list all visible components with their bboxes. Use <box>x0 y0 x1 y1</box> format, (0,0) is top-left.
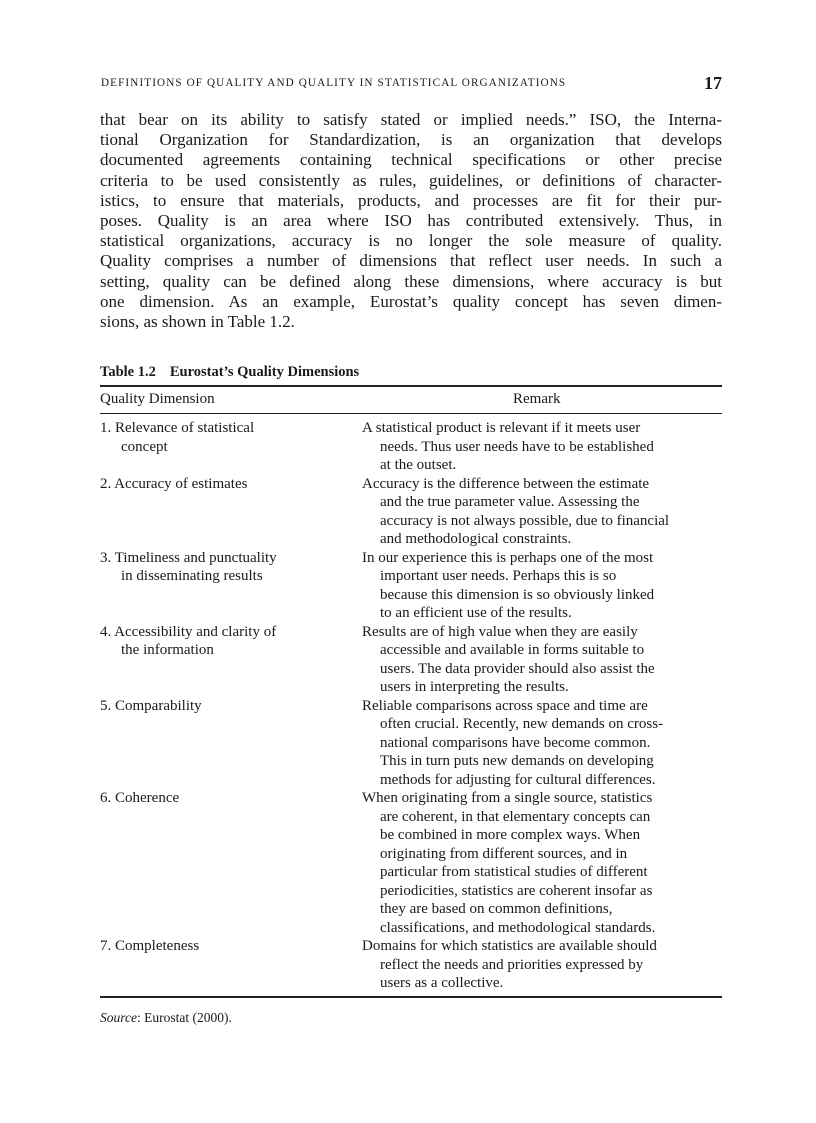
remark-line: A statistical product is relevant if it meets user <box>362 420 641 436</box>
paragraph-line: statistical organizations, accuracy is no longer the sole measure of quality. <box>100 231 722 251</box>
paragraph-line: that bear on its ability to satisfy stated or implied needs.” ISO, the Interna- <box>100 110 722 129</box>
dimension-line: 6. Coherence <box>100 790 180 806</box>
remark-line: classifications, and methodological standards. <box>380 919 656 936</box>
table-row <box>100 789 722 937</box>
remark-line: Domains for which statistics are available should <box>362 938 657 954</box>
remark-line: they are based on common definitions, <box>380 901 613 917</box>
remark-line: are coherent, in that elementary concepts can <box>380 808 651 825</box>
table-number: Table 1.2 <box>100 364 156 380</box>
remark-line: national comparisons have become common. <box>380 734 651 751</box>
running-head-title: DEFINITIONS OF QUALITY AND QUALITY IN STATISTICAL ORGANIZATIONS <box>101 77 567 89</box>
body-paragraph <box>100 110 722 332</box>
remark-cell <box>362 475 722 549</box>
table-caption <box>100 364 359 381</box>
dimension-cell <box>100 419 362 475</box>
remark-line: Reliable comparisons across space and time are <box>362 697 648 714</box>
dimension-cell <box>100 475 362 549</box>
remark-cell <box>362 789 722 937</box>
remark-cell <box>362 419 722 475</box>
dimension-line: 1. Relevance of statistical <box>100 420 255 436</box>
dimension-cell <box>100 937 362 993</box>
remark-cell <box>362 549 722 623</box>
remark-line: users. The data provider should also assist the <box>380 660 655 677</box>
table-top-rule <box>100 385 722 387</box>
running-head <box>101 74 722 94</box>
remark-line: Accuracy is the difference between the estimate <box>362 475 650 492</box>
paragraph-line: istics, to ensure that materials, products, and processes are fit for their pur- <box>100 190 722 210</box>
remark-line: and methodological constraints. <box>380 531 572 547</box>
remark-line: users in interpreting the results. <box>380 679 569 695</box>
dimension-line: the information <box>121 642 214 658</box>
source-text: : Eurostat (2000). <box>137 1010 232 1025</box>
dimension-line: 5. Comparability <box>100 697 202 714</box>
remark-line: at the outset. <box>380 457 457 473</box>
dimension-line: 3. Timeliness and punctuality <box>100 549 277 566</box>
paragraph-line: poses. Quality is an area where ISO has contributed extensively. Thus, in <box>100 211 722 231</box>
remark-line: When originating from a single source, statistics <box>362 790 653 806</box>
remark-cell <box>362 697 722 790</box>
remark-line: important user needs. Perhaps this is so <box>380 568 617 584</box>
dimension-cell <box>100 697 362 790</box>
table-row <box>100 937 722 993</box>
dimension-line: concept <box>121 438 168 455</box>
table-row <box>100 623 722 697</box>
remark-line: because this dimension is so obviously linked <box>380 586 655 603</box>
table-row <box>100 697 722 790</box>
paragraph-line: criteria to be used consistently as rules, guidelines, or definitions of character- <box>100 170 722 190</box>
remark-line: originating from different sources, and in <box>380 845 628 862</box>
paragraph-line: documented agreements containing technical specifications or other precise <box>100 150 722 170</box>
table-row <box>100 549 722 623</box>
table-row <box>100 475 722 549</box>
page-number: 17 <box>704 73 722 93</box>
dimension-cell <box>100 789 362 937</box>
table-source <box>100 1010 232 1026</box>
remark-line: This in turn puts new demands on developing <box>380 753 654 769</box>
remark-cell <box>362 623 722 697</box>
remark-line: to an efficient use of the results. <box>380 605 572 621</box>
paragraph-line: sions, as shown in Table 1.2. <box>100 312 295 332</box>
paragraph-line: setting, quality can be defined along these dimensions, where accuracy is but <box>100 271 722 291</box>
remark-line: Results are of high value when they are easily <box>362 623 638 640</box>
source-label: Source <box>100 1010 137 1025</box>
column-header-dimension: Quality Dimension <box>100 391 215 407</box>
dimension-line: 2. Accuracy of estimates <box>100 475 248 492</box>
remark-line: methods for adjusting for cultural differences. <box>380 771 656 788</box>
remark-line: reflect the needs and priorities expressed by <box>380 956 644 973</box>
dimension-line: in disseminating results <box>121 568 263 584</box>
remark-line: particular from statistical studies of different <box>380 864 648 880</box>
remark-line: accuracy is not always possible, due to financial <box>380 512 670 529</box>
remark-line: be combined in more complex ways. When <box>380 827 641 843</box>
remark-line: periodicities, statistics are coherent insofar as <box>380 882 653 899</box>
dimension-line: 4. Accessibility and clarity of <box>100 623 277 640</box>
remark-line: needs. Thus user needs have to be established <box>380 438 654 455</box>
table-row <box>100 419 722 475</box>
paragraph-line: one dimension. As an example, Eurostat’s quality concept has seven dimen- <box>100 291 722 311</box>
dimension-cell <box>100 549 362 623</box>
table-header-rule <box>100 413 722 414</box>
remark-cell <box>362 937 722 993</box>
table-bottom-rule <box>100 996 722 998</box>
table-body <box>100 419 722 993</box>
paragraph-line: tional Organization for Standardization, is an organization that develops <box>100 130 722 150</box>
remark-line: In our experience this is perhaps one of the most <box>362 549 654 566</box>
dimension-line: 7. Completeness <box>100 938 200 954</box>
column-header-remark: Remark <box>513 391 561 407</box>
dimension-cell <box>100 623 362 697</box>
remark-line: users as a collective. <box>380 975 504 991</box>
remark-line: often crucial. Recently, new demands on cross- <box>380 716 664 732</box>
remark-line: accessible and available in forms suitable to <box>380 642 645 658</box>
remark-line: and the true parameter value. Assessing the <box>380 494 640 510</box>
table-title: Eurostat’s Quality Dimensions <box>169 364 360 380</box>
paragraph-line: Quality comprises a number of dimensions that reflect user needs. In such a <box>100 251 722 271</box>
